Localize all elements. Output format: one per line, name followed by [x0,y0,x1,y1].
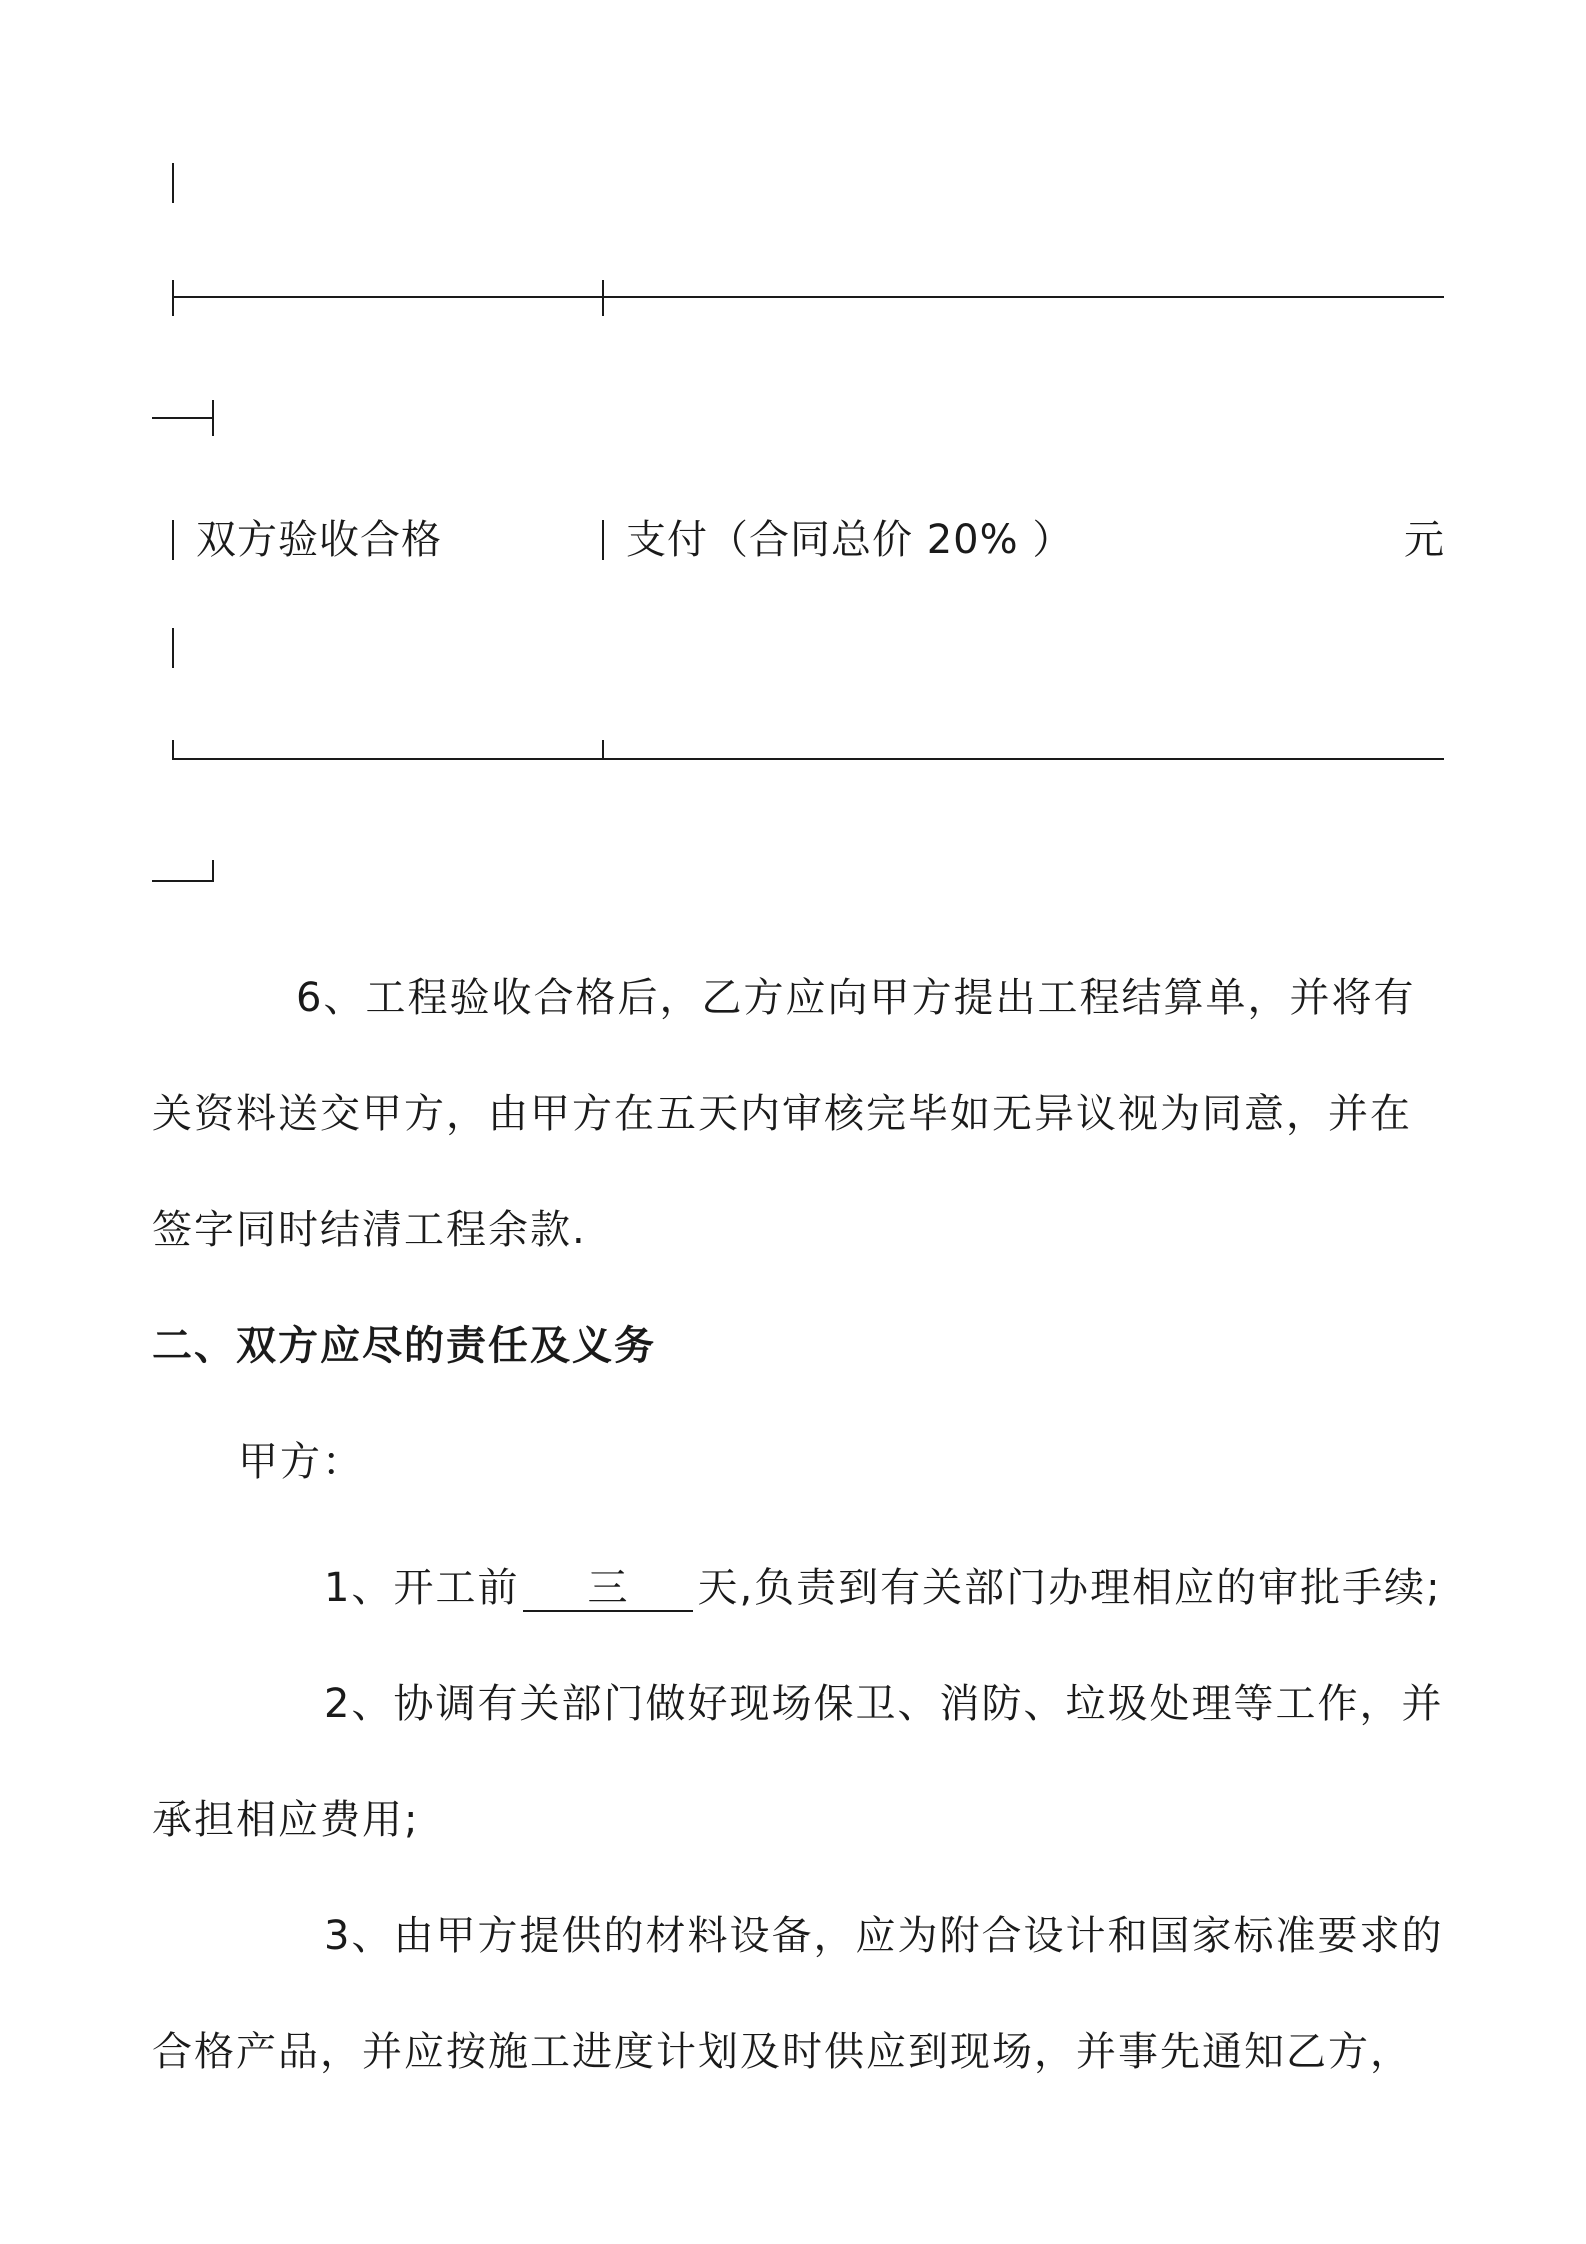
table-separator-mid-tick [602,280,604,316]
table-row-left-border [172,520,174,560]
table-bottom-left-corner [172,740,174,760]
table-separator-tail [152,417,212,419]
table-row-mid-border [602,520,604,560]
clause-6-line-3: 签字同时结清工程余款. [152,1207,587,1253]
item-1-prefix: 1、开工前 [324,1565,520,1611]
clause-6-line-2: 关资料送交甲方，由甲方在五天内审核完毕如无异议视为同意，并在 [152,1091,1412,1137]
table-cell-currency-unit: 元 [1404,517,1445,563]
party-a-item-2-line-2: 承担相应费用; [152,1797,420,1843]
item-1-suffix: 天,负责到有关部门办理相应的审批手续; [697,1565,1442,1611]
party-a-item-1 [324,1560,1442,1616]
table-bottom-tail [152,880,212,882]
table-bottom-tail-corner [212,860,214,882]
item-1-days-blank: 三 [523,1566,693,1612]
clause-6-line-1: 6、工程验收合格后，乙方应向甲方提出工程结算单，并将有 [296,975,1416,1021]
table-bottom-border [172,758,1444,760]
table-border-left-bottom [172,628,174,668]
party-a-item-3-line-1: 3、由甲方提供的材料设备，应为附合设计和国家标准要求的 [324,1913,1444,1959]
party-a-item-3-line-2: 合格产品，并应按施工进度计划及时供应到现场，并事先通知乙方， [152,2029,1412,2075]
table-row-separator [172,296,1444,298]
party-a-label: 甲方： [238,1439,364,1485]
table-separator-tail-tick [212,400,214,436]
party-a-item-2-line-1: 2、协调有关部门做好现场保卫、消防、垃圾处理等工作，并 [324,1681,1444,1727]
table-bottom-mid-tick [602,740,604,760]
table-separator-left-tick [172,280,174,316]
table-border-left-top [172,163,174,203]
section-2-heading: 二、双方应尽的责任及义务 [152,1323,656,1369]
table-cell-acceptance: 双方验收合格 [196,517,442,563]
table-cell-payment: 支付（合同总价 20% ） [626,517,1074,563]
